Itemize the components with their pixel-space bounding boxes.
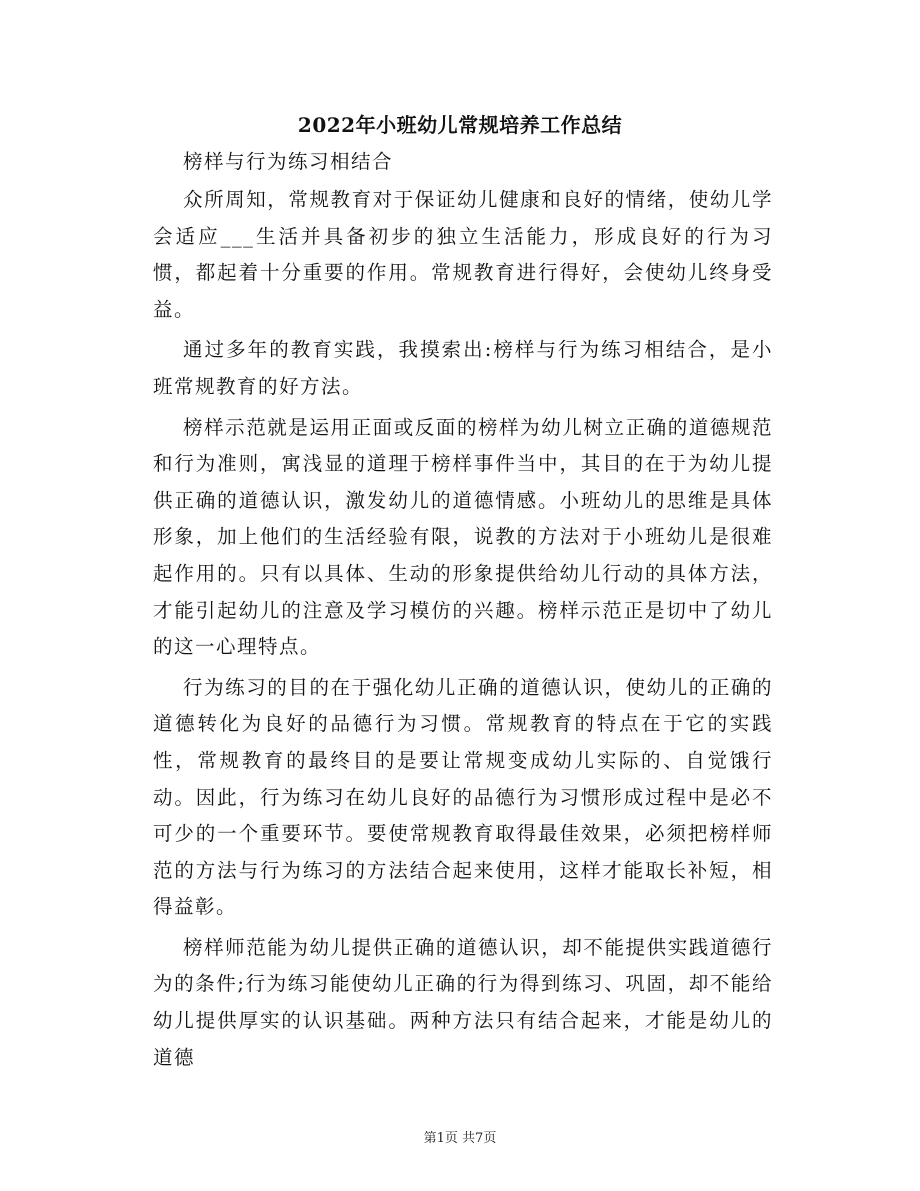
paragraph: 行为练习的目的在于强化幼儿正确的道德认识，使幼儿的正确的道德转化为良好的品德行为习惯。常规教育的特点在于它的实践性，常规教育的最终目的是要让常规变成幼儿实际的、自觉饿行动。因此，行为练习在幼儿良好的品德行为习惯形成过程中是必不可少的一个重要环节。要使常规教育取得最佳效果，必须把榜样师范的方法与行为练习的方法结合起来使用，这样才能取长补短，相得益彰。 bbox=[153, 675, 773, 919]
paragraph: 榜样师范能为幼儿提供正确的道德认识，却不能提供实践道德行为的条件;行为练习能使幼儿正确的行为得到练习、巩固，却不能给幼儿提供厚实的认识基础。两种方法只有结合起来，才能是幼儿的道德 bbox=[153, 935, 773, 1069]
document-title: 2022年小班幼儿常规培养工作总结 bbox=[297, 113, 623, 137]
paragraph: 榜样示范就是运用正面或反面的榜样为幼儿树立正确的道德规范和行为准则，寓浅显的道理于榜样事件当中，其目的在于为幼儿提供正确的道德认识，激发幼儿的道德情感。小班幼儿的思维是具体形象，加上他们的生活经验有限，说教的方法对于小班幼儿是很难起作用的。只有以具体、生动的形象提供给幼儿行动的具体方法，才能引起幼儿的注意及学习模仿的兴趣。榜样示范正是切中了幼儿的这一心理特点。 bbox=[153, 415, 773, 659]
paragraph: 众所周知，常规教育对于保证幼儿健康和良好的情绪，使幼儿学会适应___生活并具备初步的独立生活能力，形成良好的行为习惯，都起着十分重要的作用。常规教育进行得好，会使幼儿终身受益。 bbox=[153, 188, 773, 321]
section-subtitle: 榜样与行为练习相结合 bbox=[183, 150, 394, 173]
document-body bbox=[153, 182, 773, 1076]
page-number-footer: 第1页 共7页 bbox=[423, 1131, 497, 1146]
paragraph: 通过多年的教育实践，我摸索出:榜样与行为练习相结合，是小班常规教育的好方法。 bbox=[153, 338, 773, 398]
